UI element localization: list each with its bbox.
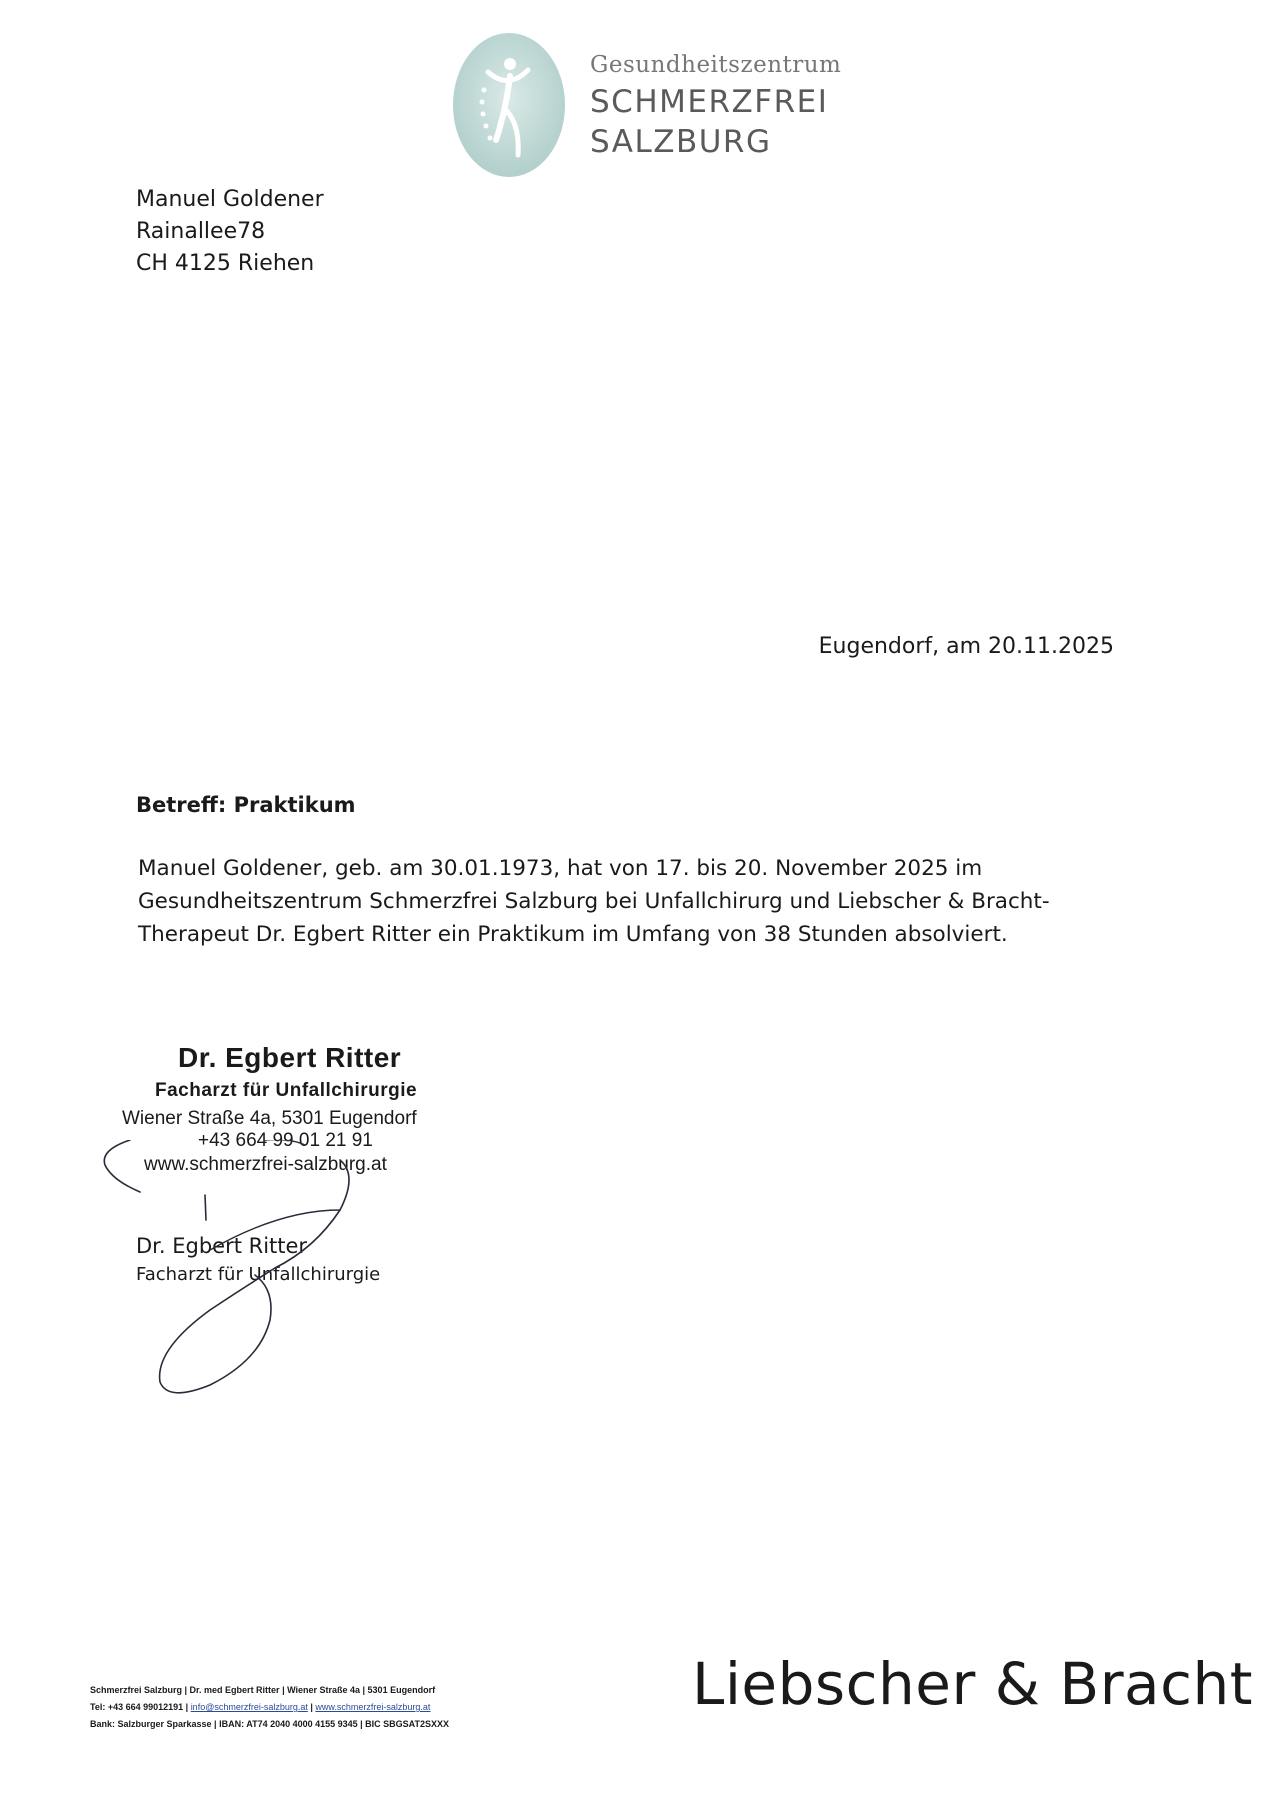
body-line: Therapeut Dr. Egbert Ritter ein Praktikum im Umfang von 38 Stunden absolviert. xyxy=(138,922,1008,947)
footer-email-link[interactable]: info@schmerzfrei-salzburg.at xyxy=(190,1702,308,1712)
stamp-street: Wiener Straße 4a, 5301 Eugendorf xyxy=(122,1108,417,1129)
letterhead-line2: SCHMERZFREI xyxy=(590,84,829,120)
recipient-street: Rainallee78 xyxy=(136,219,266,244)
logo-icon xyxy=(448,30,570,180)
brand-logo-text: Liebscher & Bracht xyxy=(692,1650,1253,1718)
body-line: Gesundheitszentrum Schmerzfrei Salzburg bei Unfallchirurg und Liebscher & Bracht- xyxy=(138,889,1050,914)
letterhead-line1: Gesundheitszentrum xyxy=(590,52,842,78)
footer-line3: Bank: Salzburger Sparkasse | IBAN: AT74 2040 4000 4155 9345 | BIC SBGSAT2SXXX xyxy=(90,1719,450,1729)
recipient-address xyxy=(136,184,324,280)
letterhead-line3: SALZBURG xyxy=(590,124,772,160)
footer-line1: Schmerzfrei Salzburg | Dr. med Egbert Ritter | Wiener Straße 4a | 5301 Eugendorf xyxy=(90,1685,436,1695)
subject-line: Betreff: Praktikum xyxy=(136,793,356,817)
handwritten-signature xyxy=(90,1140,410,1400)
stamp-phone: +43 664 99 01 21 91 xyxy=(198,1130,373,1151)
body-line: Manuel Goldener, geb. am 30.01.1973, hat von 17. bis 20. November 2025 im xyxy=(138,856,983,881)
letterhead-title xyxy=(590,52,841,162)
recipient-name: Manuel Goldener xyxy=(136,187,324,212)
signer-title: Facharzt für Unfallchirurgie xyxy=(136,1264,381,1285)
stamp-title: Facharzt für Unfallchirurgie xyxy=(155,1080,418,1101)
footer-line2 xyxy=(90,1699,449,1716)
recipient-city: CH 4125 Riehen xyxy=(136,251,315,276)
signer-name: Dr. Egbert Ritter xyxy=(136,1234,308,1258)
footer-website-link[interactable]: www.schmerzfrei-salzburg.at xyxy=(315,1702,431,1712)
footer-tel: Tel: +43 664 99012191 | xyxy=(90,1702,191,1712)
date-line: Eugendorf, am 20.11.2025 xyxy=(818,634,1114,659)
footer-separator: | xyxy=(307,1702,316,1712)
stamp-name: Dr. Egbert Ritter xyxy=(178,1042,402,1073)
letter-body xyxy=(138,852,1050,951)
footer-info xyxy=(90,1682,449,1733)
stamp-web: www.schmerzfrei-salzburg.at xyxy=(144,1154,387,1175)
